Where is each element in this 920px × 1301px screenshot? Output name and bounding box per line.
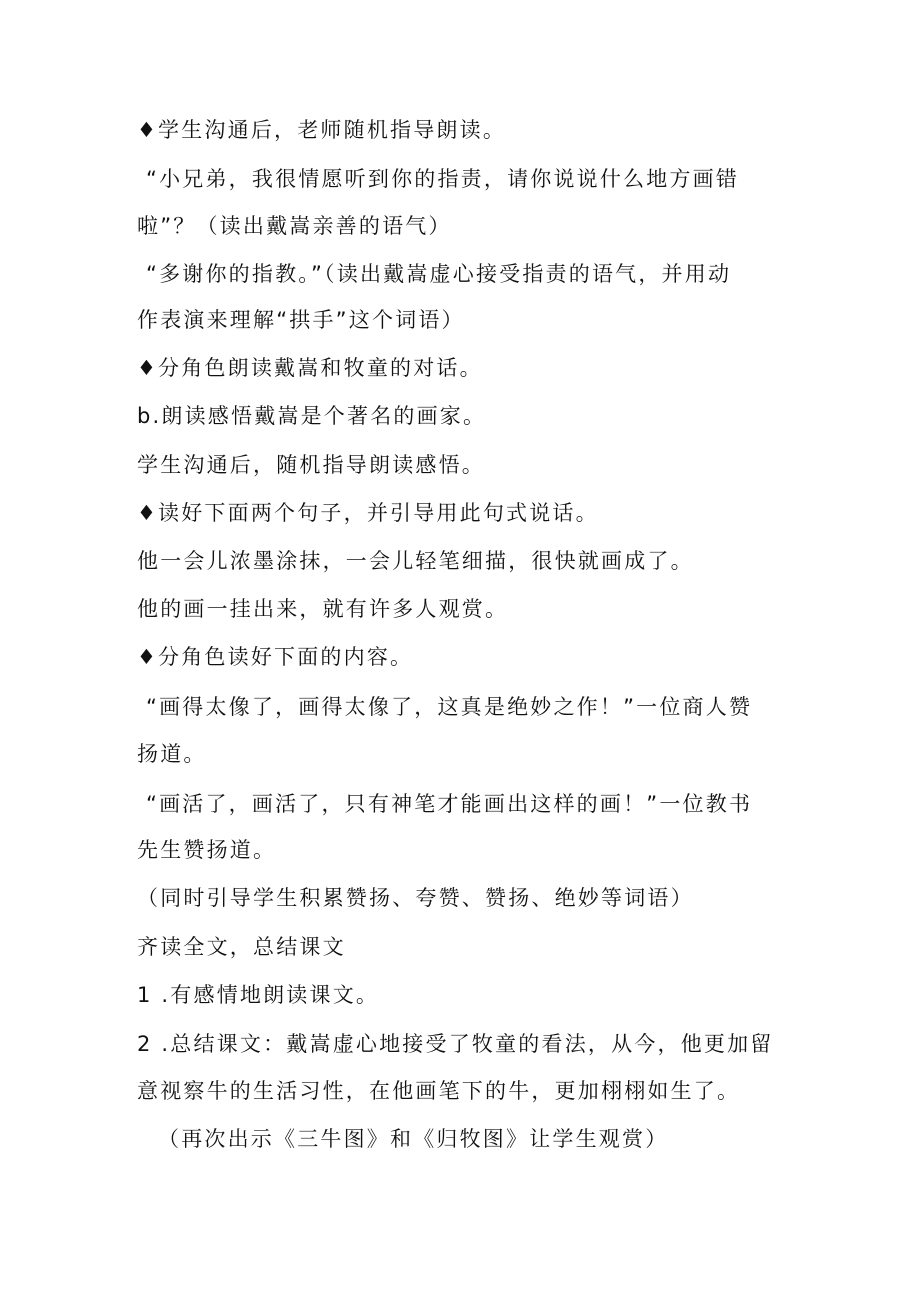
text-line: 扬道。 xyxy=(137,742,207,766)
text-line: 啦”？（读出戴嵩亲善的语气） xyxy=(137,214,452,238)
text-line: 他的画一挂出来，就有许多人观赏。 xyxy=(137,597,509,621)
text-line: 先生赞扬道。 xyxy=(137,838,277,862)
text-line: 2 .总结课文：戴嵩虚心地接受了牧童的看法，从今，他更加留 xyxy=(137,1032,774,1056)
text-line: ♦分角色读好下面的内容。 xyxy=(137,645,414,669)
text-line: “小兄弟，我很情愿听到你的指责，请你说说什么地方画错 xyxy=(146,167,740,191)
text-line: 他一会儿浓墨涂抹，一会儿轻笔细描，很快就画成了。 xyxy=(137,549,694,573)
text-line: 作表演来理解“拱手”这个词语） xyxy=(137,308,465,332)
text-line: “画得太像了，画得太像了，这真是绝妙之作！”一位商人赞 xyxy=(146,695,753,719)
text-line: b.朗读感悟戴嵩是个著名的画家。 xyxy=(137,404,487,428)
text-line: 齐读全文，总结课文 xyxy=(137,935,346,959)
text-line: 1 .有感情地朗读课文。 xyxy=(137,983,380,1007)
text-line: ♦读好下面两个句子，并引导用此句式说话。 xyxy=(137,501,599,525)
text-line: 学生沟通后，随机指导朗读感悟。 xyxy=(137,453,485,477)
text-line: “多谢你的指教。”（读出戴嵩虚心接受指责的语气，并用动 xyxy=(146,262,732,286)
text-line: 意视察牛的生活习性，在他画笔下的牛，更加栩栩如生了。 xyxy=(137,1079,741,1103)
text-line: ♦学生沟通后，老师随机指导朗读。 xyxy=(137,118,507,142)
text-line: （同时引导学生积累赞扬、夸赞、赞扬、绝妙等词语） xyxy=(137,886,694,910)
text-line: ♦分角色朗读戴嵩和牧童的对话。 xyxy=(137,356,483,380)
text-line: “画活了，画活了，只有神笔才能画出这样的画！”一位教书 xyxy=(146,792,753,816)
text-line: （再次出示《三牛图》和《归牧图》让学生观赏） xyxy=(158,1127,669,1151)
